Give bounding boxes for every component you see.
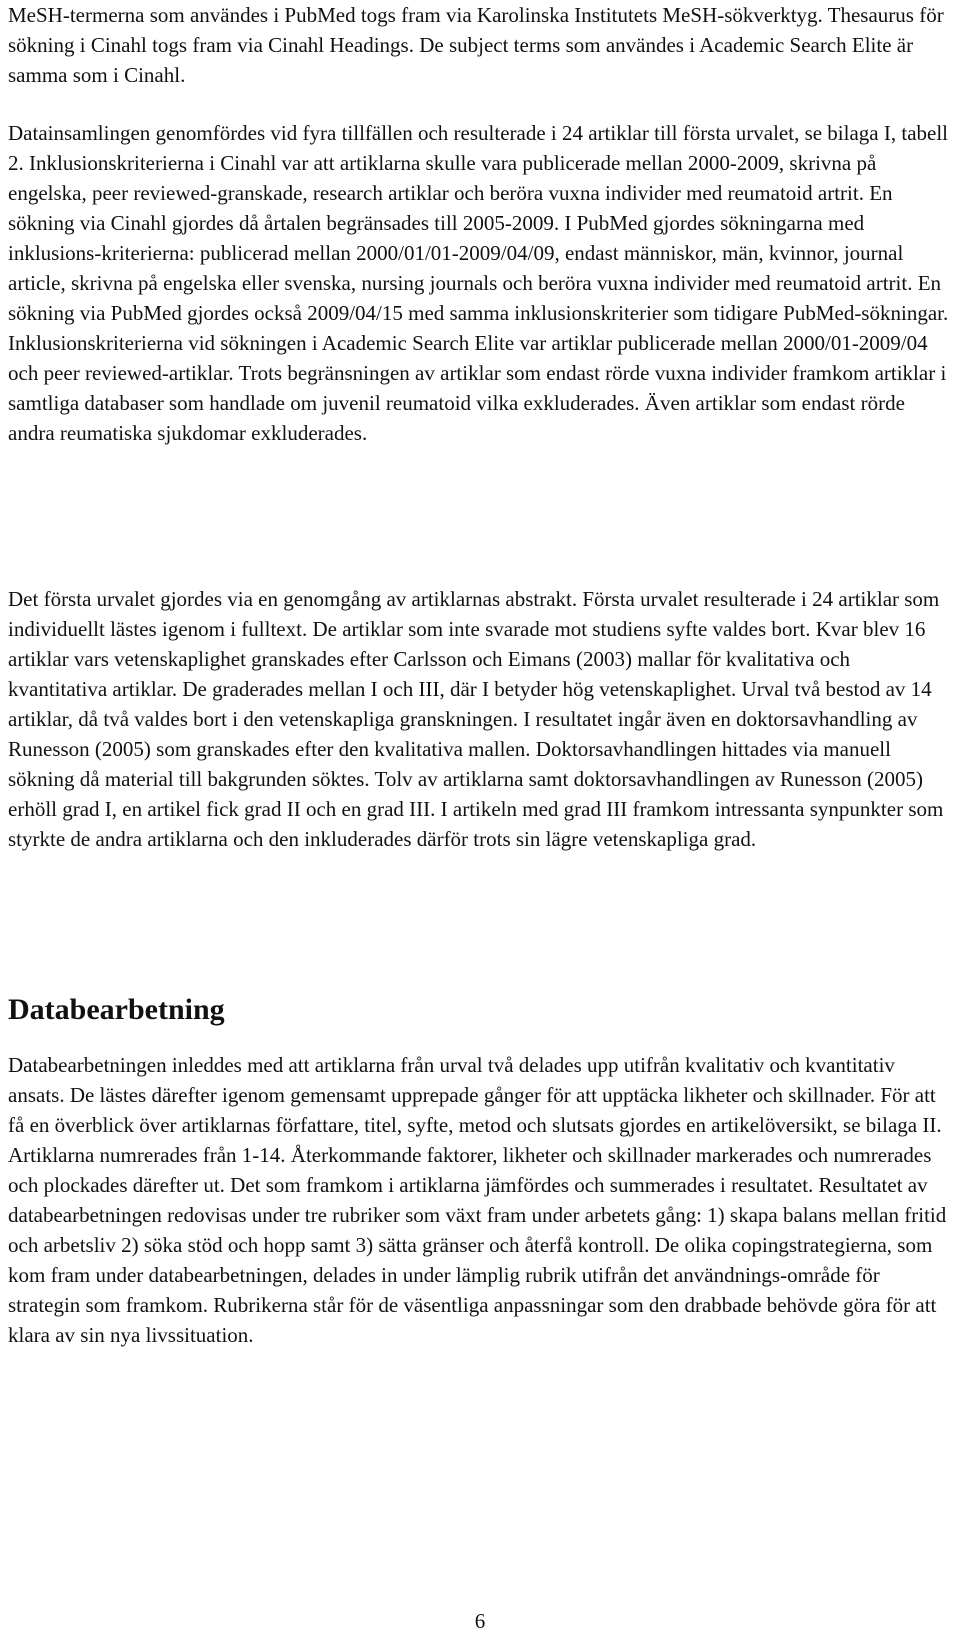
paragraph-data-collection (8, 118, 952, 448)
section-heading: Databearbetning (8, 993, 225, 1026)
paragraph-text: Datainsamlingen genomfördes vid fyra tillfällen och resulterade i 24 artiklar till första urvalet, se bilaga I, tabell 2. Inklusionskriterierna i Cinahl var att artiklarna skulle vara publicerade mellan 2000-2009, skrivna på engelska, peer reviewed-granskade, research artiklar och beröra vuxna individer med reumatoid artrit. En sökning via Cinahl gjordes då årtalen begränsades till 2005-2009. I PubMed gjordes sökningarna med inklusions-kriterierna: publicerad mellan 2000/01/01-2009/04/09, endast människor, män, kvinnor, journal article, skrivna på engelska eller svenska, nursing journals och beröra vuxna individer med reumatoid artrit. En sökning via PubMed gjordes också 2009/04/15 med samma inklusionskriterier som tidigare PubMed-sökningar. Inklusionskriterierna vid sökningen i Academic Search Elite var artiklar publicerade mellan 2000/01-2009/04 och peer reviewed-artiklar. Trots begränsningen av artiklar som endast rörde vuxna individer framkom artiklar i samtliga databaser som handlade om juvenil reumatoid vilka exkluderades. Även artiklar som endast rörde andra reumatiska sjukdomar exkluderades. (8, 121, 949, 445)
page-number: 6 (474, 1609, 486, 1633)
paragraph-text: Databearbetningen inleddes med att artiklarna från urval två delades upp utifrån kvalitativ och kvantitativ ansats. De lästes därefter igenom gemensamt upprepade gånger för att upptäcka likheter och skillnader. För att få en överblick över artiklarnas författare, titel, syfte, metod och slutsats gjordes en artikelöversikt, se bilaga II. Artiklarna numrerades från 1-14. Återkommande faktorer, likheter och skillnader markerades och numrerades och plockades därefter ut. Det som framkom i artiklarna jämfördes och summerades i resultatet. Resultatet av databearbetningen redovisas under tre rubriker som växt fram under arbetets gång: 1) skapa balans mellan fritid och arbetsliv 2) söka stöd och hopp samt 3) sätta gränser och återfå kontroll. De olika copingstrategierna, som kom fram under databearbetningen, delades in under lämplig rubrik utifrån det användnings-område för strategin som framkom. Rubrikerna står för de väsentliga anpassningar som den drabbade behövde göra för att klara av sin nya livssituation. (8, 1053, 947, 1347)
paragraph-selection (8, 584, 952, 854)
paragraph-text: MeSH-termerna som användes i PubMed togs fram via Karolinska Institutets MeSH-sökverktyg. Thesaurus för sökning i Cinahl togs fram via Cinahl Headings. De subject terms som användes i Academic Search Elite är samma som i Cinahl. (8, 3, 944, 87)
paragraph-text: Det första urvalet gjordes via en genomgång av artiklarnas abstrakt. Första urvalet resulterade i 24 artiklar som individuellt lästes igenom i fulltext. De artiklar som inte svarade mot studiens syfte valdes bort. Kvar blev 16 artiklar vars vetenskaplighet granskades efter Carlsson och Eimans (2003) mallar för kvalitativa och kvantitativa artiklar. De graderades mellan I och III, där I betyder hög vetenskaplighet. Urval två bestod av 14 artiklar, då två valdes bort i den vetenskapliga granskningen. I resultatet ingår även en doktorsavhandling av Runesson (2005) som granskades efter den kvalitativa mallen. Doktorsavhandlingen hittades via manuell sökning då material till bakgrunden söktes. Tolv av artiklarna samt doktorsavhandlingen av Runesson (2005) erhöll grad I, en artikel fick grad II och en grad III. I artikeln med grad III framkom intressanta synpunkter som styrkte de andra artiklarna och den inkluderades därför trots sin lägre vetenskapliga grad. (8, 587, 944, 851)
paragraph-search-terms (8, 0, 952, 90)
paragraph-data-processing (8, 1050, 952, 1350)
